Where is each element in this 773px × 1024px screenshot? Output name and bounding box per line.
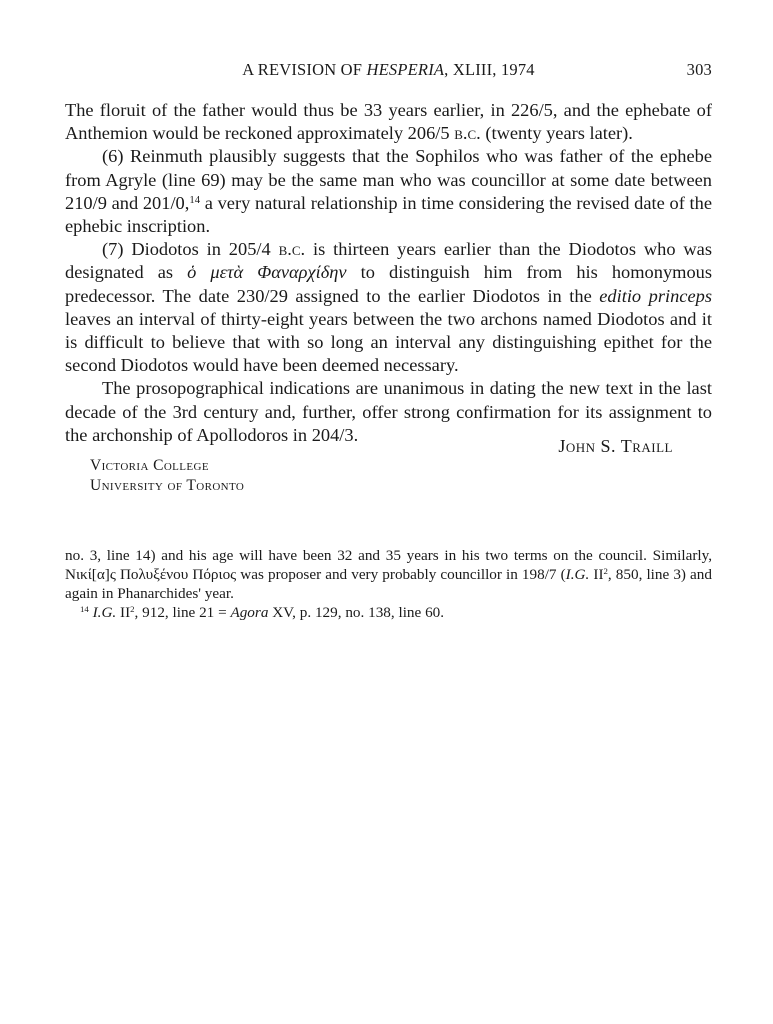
author-affiliation — [90, 456, 244, 496]
paragraph-floruit: The floruit of the father would thus be 33 years earlier, in 226/5, and the ephebate of Anthemion would be reckoned approximately 206/5 b.c. (twenty years later). — [65, 100, 712, 144]
paragraph-7-diodotos: (7) Diodotos in 205/4 b.c. is thirteen years earlier than the Diodotos who was designated as ὁ μετὰ Φαναρχίδην to distinguish him from his homonymous predecessor. The date 230/29 assigned to the earlier Diodotos in the editio princeps leaves an interval of thirty-eight years between the two archons named Diodotos and it is difficult to believe that with so long an interval any distinguishing epithet for the second Diodotos would have been deemed necessary. — [65, 239, 713, 376]
greek-phrase: ὁ μετὰ Φαναρχίδην — [187, 262, 347, 283]
affiliation-college: Victoria College — [90, 457, 209, 474]
body-text — [65, 99, 712, 447]
paragraph-conclusion: The prosopographical indications are unanimous in dating the new text in the last decade of the 3rd century and, further, offer strong confirmation for its assignment to the archonship of Apollodoros in 204/3. — [65, 378, 712, 445]
footnote-number: 14 — [80, 604, 89, 615]
author-signature: John S. Traill — [558, 436, 673, 456]
footnotes — [65, 546, 712, 622]
running-title: A REVISION OF HESPERIA, XLIII, 1974 — [242, 60, 535, 79]
footnote-ref-14: 14 — [189, 193, 201, 206]
page-number: 303 — [686, 60, 712, 79]
greek-name: Νικί[α]ς Πολυξένου Πόριος — [65, 566, 237, 583]
footnote-continued: no. 3, line 14) and his age will have been 32 and 35 years in his two terms on the council. Similarly, Νικί[α]ς Πολυξένου Πόριος was proposer and very probably councillor in 198/7 (I.G. $II^2$, 850, line 3) and again in Phanarchides' year. — [65, 547, 712, 602]
footnote-14: $^{14}$ I.G. $II^2$, 912, line 21 = Agora XV, p. 129, no. 138, line 60. — [80, 604, 445, 621]
running-head — [65, 60, 712, 82]
paragraph-6-sophilos: (6) Reinmuth plausibly suggests that the Sophilos who was father of the ephebe from Agryle (line 69) may be the same man who was councillor at some date between 210/9 and 201/0,14 a very natural relationship in time considering the revised date of the ephebic inscription. — [65, 146, 712, 237]
affiliation-university: University of Toronto — [90, 477, 245, 494]
